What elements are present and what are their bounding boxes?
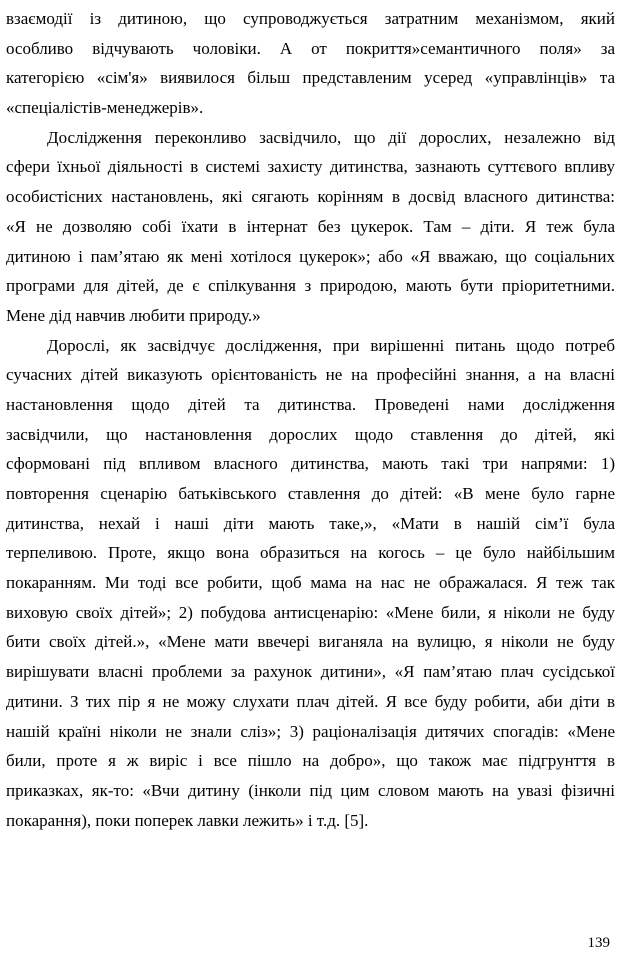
text-line: особистісних настановлень, які сягають корінням в досвід власного дитинства:	[6, 187, 615, 207]
text-line: повторення сценарію батьківського ставлення до дітей: «В мене було гарне	[6, 484, 615, 503]
text-line: приказках, як-то: «Вчи дитину (інколи під цим словом мають на увазі фізичні	[6, 780, 615, 800]
text-line: виховую своїх дітей»; 2) побудова антисценарію: «Мене били, я ніколи не буду	[6, 602, 615, 622]
text-line: покаранням. Ми тоді все робити, щоб мама на нас не ображалася. Я теж так	[6, 573, 615, 593]
text-line: сформовані під впливом власного дитинства, мають такі три напрями: 1)	[6, 454, 615, 474]
paragraph	[6, 123, 615, 331]
text-line: програми для дітей, де є спілкування з природою, мають бути пріоритетними.	[6, 276, 615, 296]
text-line: засвідчили, що настановлення дорослих щодо ставлення до дітей, які	[6, 424, 615, 444]
text-line: покарання), поки поперек лавки лежить» і т.д. [5].	[6, 810, 369, 830]
text-line: «спеціалістів-менеджерів».	[6, 98, 204, 118]
text-line: дитинства, нехай і наші діти мають таке,», «Мати в нашій сім’ї була	[6, 513, 615, 533]
text-line: взаємодії із дитиною, що супроводжується затратним механізмом, який	[6, 9, 615, 28]
text-line: особливо відчувають чоловіки. А от покриття»семантичного поля» за	[6, 38, 615, 58]
text-line: сфери їхньої діяльності в системі захисту дитинства, зазнають суттєвого впливу	[6, 157, 615, 177]
body-text	[6, 4, 615, 835]
text-line: категорією «сім'я» виявилося більш представленим усеред «управлінців» та	[6, 68, 615, 88]
paragraph	[6, 331, 615, 836]
text-line: вирішувати власні проблеми за рахунок дитини», «Я пам’ятаю плач сусідської	[6, 662, 615, 682]
text-line: «Я не дозволяю собі їхати в інтернат без цукерок. Там – діти. Я теж була	[6, 216, 615, 236]
text-line: Мене дід навчив любити природу.»	[6, 305, 261, 325]
text-line: сучасних дітей виказують орієнтованість не на професійні знання, а на власні	[6, 365, 615, 385]
text-line: били, проте я ж виріс і все пішло на добро», що також має підгрунття в	[6, 751, 615, 771]
text-line: дитини. З тих пір я не можу слухати плач дітей. Я все буду робити, аби діти в	[6, 691, 615, 711]
text-line: Дорослі, як засвідчує дослідження, при вирішенні питань щодо потреб	[47, 335, 615, 355]
text-line: терпеливою. Проте, якщо вона образиться на когось – це було найбільшим	[6, 543, 615, 563]
page-number: 139	[587, 935, 610, 951]
text-line: нашій країні ніколи не знали сліз»; 3) раціоналізація дитячих спогадів: «Мене	[6, 721, 615, 741]
text-line: бити своїх дітей.», «Мене мати ввечері виганяла на вулицю, я ніколи не буду	[6, 632, 615, 652]
text-line: дитиною і пам’ятаю як мені хотілося цукерок»; або «Я вважаю, що соціальних	[6, 246, 615, 266]
paragraph	[6, 4, 615, 123]
text-line: настановлення щодо дітей та дитинства. Проведені нами дослідження	[6, 394, 615, 414]
text-line: Дослідження переконливо засвідчило, що дії дорослих, незалежно від	[47, 127, 615, 147]
